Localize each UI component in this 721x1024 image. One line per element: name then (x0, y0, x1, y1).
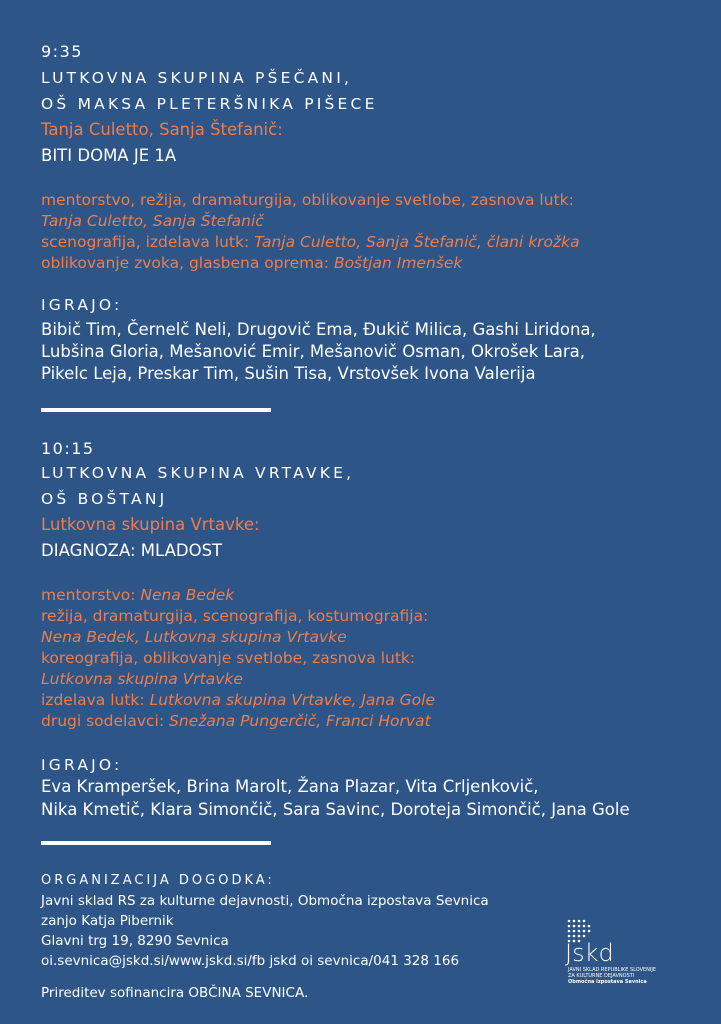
organization-address: Glavni trg 19, 8290 Sevnica (41, 933, 229, 949)
show2-cast-line-1: Eva Kramperšek, Brina Marolt, Žana Plazar, Vita Crljenkovič, (41, 777, 539, 796)
show2-credit-1: mentorstvo: Nena Bedek (41, 586, 235, 604)
organization-contact: oi.sevnica@jskd.si/www.jskd.si/fb jskd oi sevnica/041 328 166 (41, 953, 460, 969)
show2-school-name: OŠ BOŠTANJ (41, 490, 168, 508)
show2-authors: Lutkovna skupina Vrtavke: (41, 515, 260, 534)
show2-time: 10:15 (41, 439, 95, 458)
organization-name: Javni sklad RS za kulturne dejavnosti, Območna izpostava Sevnica (41, 893, 489, 909)
show1-school-name: OŠ MAKSA PLETERŠNIKA PIŠECE (41, 95, 378, 113)
show1-cast-line-1: Bibič Tim, Černelč Neli, Drugovič Ema, Đukič Milica, Gashi Liridona, (41, 320, 596, 339)
show2-credit-5: Lutkovna skupina Vrtavke (41, 670, 243, 688)
show1-cast-label: IGRAJO: (41, 296, 123, 314)
organization-label: ORGANIZACIJA DOGODKA: (41, 873, 275, 888)
show2-title: DIAGNOZA: MLADOST (41, 541, 223, 560)
show2-credit-6: izdelava lutk: Lutkovna skupina Vrtavke, Jana Gole (41, 691, 435, 709)
show1-cast-line-2: Lubšina Gloria, Mešanović Emir, Mešanovič Osman, Okrošek Lara, (41, 342, 586, 361)
section-divider-2 (41, 841, 271, 845)
show1-group-name: LUTKOVNA SKUPINA PŠEČANI, (41, 69, 353, 87)
show2-cast-line-2: Nika Kmetič, Klara Simončič, Sara Savinc, Doroteja Simončič, Jana Gole (41, 800, 630, 819)
show1-credit-3: scenografija, izdelava lutk: Tanja Culetto, Sanja Štefanič, člani krožka (41, 233, 580, 251)
show1-time: 9:35 (41, 42, 83, 61)
jskd-logo (565, 918, 657, 990)
sponsor-note: Prireditev sofinancira OBČINA SEVNICA. (41, 985, 309, 1001)
show2-group-name: LUTKOVNA SKUPINA VRTAVKE, (41, 464, 355, 482)
jskd-tagline-2: ZA KULTURNE DEJAVNOSTI (568, 973, 635, 979)
organization-representative: zanjo Katja Pibernik (41, 913, 174, 929)
show2-cast-label: IGRAJO: (41, 756, 123, 774)
show2-credit-4: koreografija, oblikovanje svetlobe, zasnova lutk: (41, 649, 416, 667)
jskd-wordmark: Jskd (565, 939, 614, 967)
show1-authors: Tanja Culetto, Sanja Štefanič: (41, 120, 283, 139)
show1-credit-4: oblikovanje zvoka, glasbena oprema: Boštjan Imenšek (41, 254, 463, 272)
jskd-tagline-3: Območna izpostava Sevnica (568, 979, 647, 985)
show2-credit-2: režija, dramaturgija, scenografija, kostumografija: (41, 607, 429, 625)
show2-credit-3: Nena Bedek, Lutkovna skupina Vrtavke (41, 628, 347, 646)
show2-credit-7: drugi sodelavci: Snežana Pungerčič, Franci Horvat (41, 712, 431, 730)
section-divider-1 (41, 408, 271, 412)
show1-credit-2: Tanja Culetto, Sanja Štefanič (41, 212, 264, 230)
show1-credit-1: mentorstvo, režija, dramaturgija, oblikovanje svetlobe, zasnova lutk: (41, 191, 574, 209)
show1-title: BITI DOMA JE 1A (41, 146, 177, 165)
show1-cast-line-3: Pikelc Leja, Preskar Tim, Sušin Tisa, Vrstovšek Ivona Valerija (41, 364, 536, 383)
jskd-tagline-1: JAVNI SKLAD REPUBLIKE SLOVENIJE (568, 967, 657, 973)
